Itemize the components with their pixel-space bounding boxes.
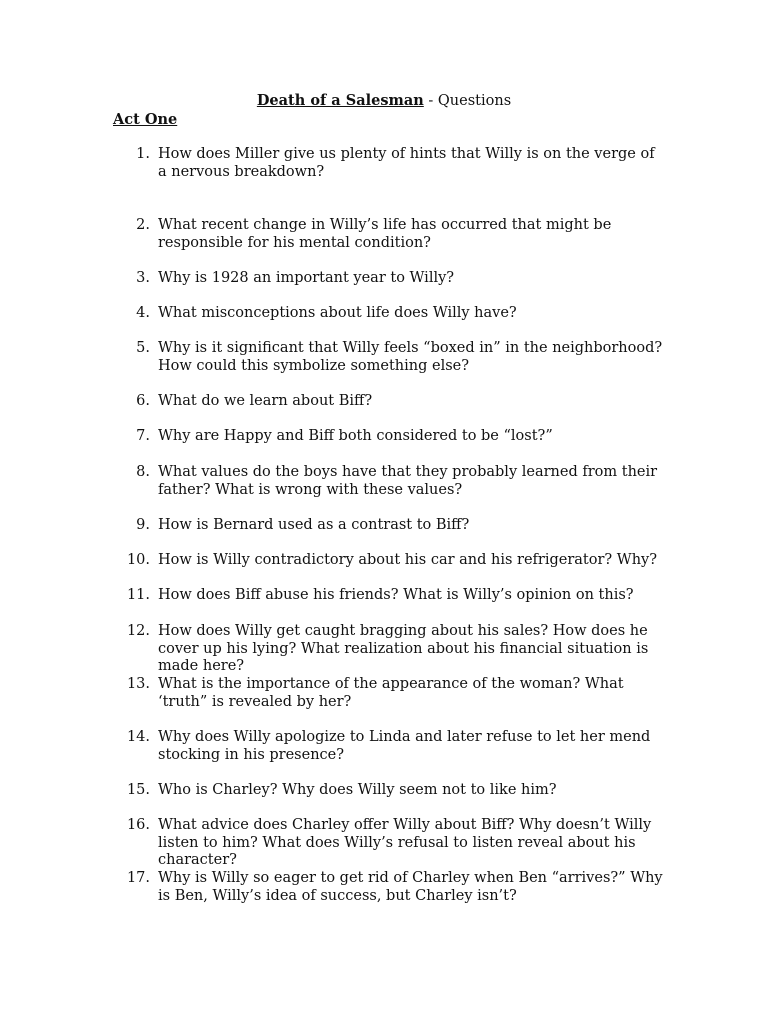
question-text: Who is Charley? Why does Willy seem not to like him? bbox=[158, 782, 557, 798]
question-text: How is Bernard used as a contrast to Biff? bbox=[158, 517, 470, 533]
question-text: What misconceptions about life does Willy have? bbox=[158, 305, 517, 321]
question-text: What advice does Charley offer Willy about Biff? Why doesn’t Willy listen to him? What does Willy’s refusal to listen reveal about his character? bbox=[158, 817, 652, 868]
question-text: Why is Willy so eager to get rid of Charley when Ben “arrives?” Why is Ben, Willy’s idea of success, but Charley isn’t? bbox=[158, 870, 663, 904]
question-text: Why is it significant that Willy feels “boxed in” in the neighborhood? How could this symbolize something else? bbox=[158, 340, 663, 374]
question-number: 12. bbox=[126, 623, 150, 639]
question-text: How does Biff abuse his friends? What is Willy’s opinion on this? bbox=[158, 587, 634, 603]
question-number: 1. bbox=[136, 146, 150, 162]
question-text: How is Willy contradictory about his car and his refrigerator? Why? bbox=[158, 552, 657, 568]
title-work: Death of a Salesman bbox=[256, 92, 424, 109]
question-number: 11. bbox=[126, 587, 150, 603]
question-number: 8. bbox=[136, 464, 150, 480]
question-number: 15. bbox=[126, 782, 150, 798]
question-text: What do we learn about Biff? bbox=[158, 393, 373, 409]
question-number: 17. bbox=[126, 870, 150, 886]
question-text: What values do the boys have that they probably learned from their father? What is wrong with these values? bbox=[158, 464, 658, 498]
question-number: 9. bbox=[136, 517, 150, 533]
question-number: 6. bbox=[136, 393, 150, 409]
question-text: What recent change in Willy’s life has occurred that might be responsible for his mental condition? bbox=[158, 217, 612, 251]
question-text: Why are Happy and Biff both considered to be “lost?” bbox=[158, 428, 553, 444]
question-number: 5. bbox=[136, 340, 150, 356]
question-number: 14. bbox=[126, 729, 150, 745]
question-number: 10. bbox=[126, 552, 150, 568]
question-text: Why is 1928 an important year to Willy? bbox=[158, 270, 455, 286]
section-heading: Act One bbox=[113, 111, 178, 128]
question-number: 13. bbox=[126, 676, 150, 692]
question-number: 16. bbox=[126, 817, 150, 833]
question-text: Why does Willy apologize to Linda and later refuse to let her mend stocking in his presence? bbox=[158, 729, 651, 763]
question-number: 2. bbox=[136, 217, 150, 233]
question-text: How does Miller give us plenty of hints that Willy is on the verge of a nervous breakdown? bbox=[158, 146, 655, 180]
question-text: What is the importance of the appearance of the woman? What ‘truth” is revealed by her? bbox=[158, 676, 624, 710]
question-number: 4. bbox=[136, 305, 150, 321]
question-number: 3. bbox=[136, 270, 150, 286]
question-text: How does Willy get caught bragging about his sales? How does he cover up his lying? What realization about his financial situation is made here? bbox=[158, 623, 649, 674]
title-suffix: - Questions bbox=[423, 93, 512, 109]
page-title bbox=[0, 92, 768, 110]
question-number: 7. bbox=[136, 428, 150, 444]
